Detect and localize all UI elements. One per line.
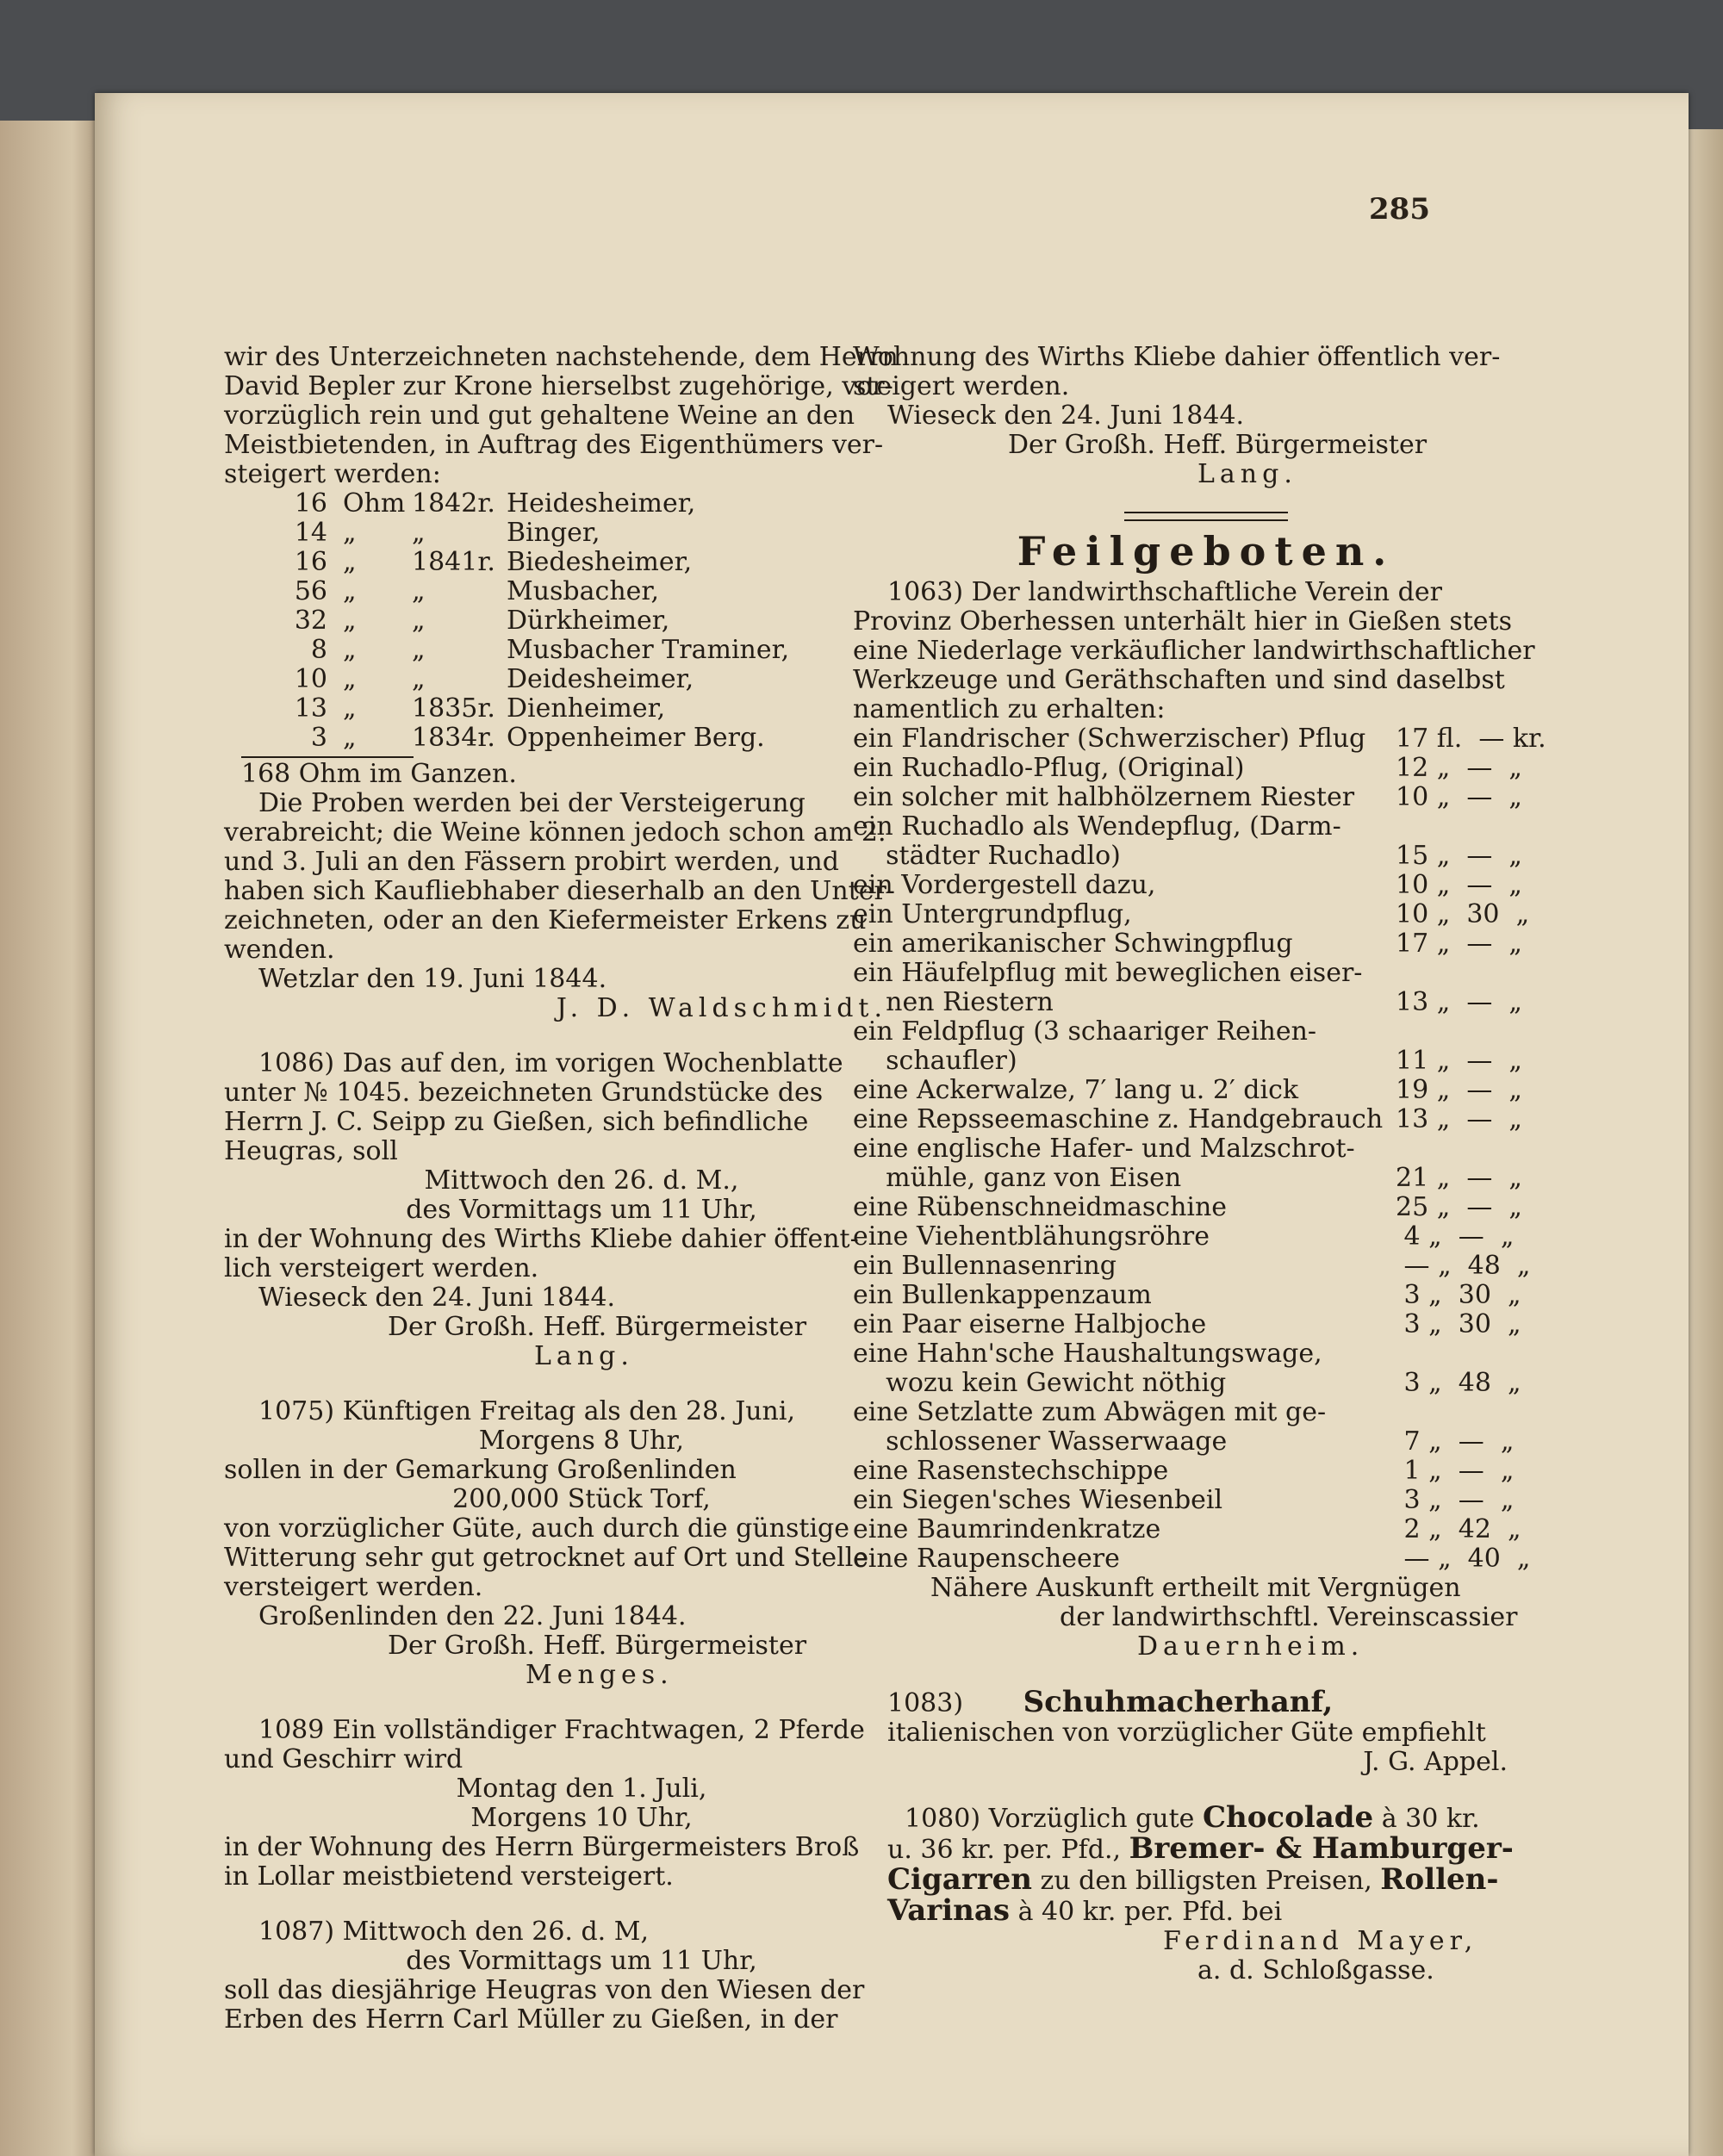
text-fragment: à 30 kr. [1381, 1804, 1480, 1834]
text-line: 1087) Mittwoch den 26. d. M, [258, 1917, 650, 1947]
wine-row [224, 489, 939, 519]
price-row [853, 1047, 1559, 1076]
wine-qty: 32 [294, 606, 327, 636]
wine-name: Deidesheimer, [507, 664, 694, 694]
text-line: 1086) Das auf den, im vorigen Wochenblatte [258, 1048, 843, 1078]
notice-1080 [853, 1800, 1559, 1985]
wine-name: Dienheimer, [507, 693, 666, 724]
wine-year: 1835r. [412, 693, 495, 724]
text-line: lich versteigert werden. [224, 1253, 539, 1283]
price-value: 19 „ — „ [1396, 1075, 1522, 1105]
price-row [853, 1164, 1559, 1193]
price-value: 4 „ — „ [1396, 1221, 1515, 1252]
wine-year: „ [412, 606, 426, 636]
info-line: Nähere Auskunft ertheilt mit Vergnügen [930, 1573, 1461, 1603]
office: der landwirthschftl. Vereinscassier [1060, 1602, 1518, 1632]
page-number: 285 [1369, 192, 1430, 227]
price-row [853, 1134, 1559, 1164]
price-item: ein Ruchadlo als Wendepflug, (Darm- [853, 811, 1341, 842]
signature: Menges. [526, 1660, 674, 1690]
product-varinas: Varinas [887, 1893, 1011, 1928]
text-line: Die Proben werden bei der Versteigerung [258, 788, 806, 818]
text-line: Provinz Oberhessen unterhält hier in Gießen stets [853, 606, 1512, 637]
text-fragment: zu den billigsten Preisen, [1040, 1866, 1372, 1896]
text-line: haben sich Kaufliebhaber dieserhalb an den Unter- [224, 876, 895, 906]
right-column [853, 343, 1559, 2011]
wine-qty: 56 [294, 576, 327, 606]
text-line: und 3. Juli an den Fässern probirt werden, und [224, 847, 839, 877]
price-item: eine Baumrindenkratze [853, 1514, 1161, 1544]
price-row [853, 1339, 1559, 1369]
price-value: 1 „ — „ [1396, 1456, 1515, 1486]
wine-unit: Ohm [343, 488, 406, 519]
wine-list [224, 489, 939, 753]
wine-unit: „ [343, 693, 357, 724]
price-value: 7 „ — „ [1396, 1426, 1515, 1457]
signature: J. D. Waldschmidt. [556, 993, 887, 1023]
text-line: in Lollar meistbietend versteigert. [224, 1861, 674, 1892]
notice-1063 [853, 578, 1559, 1662]
text-line: verabreicht; die Weine können jedoch schon am 2. [224, 817, 886, 848]
price-row [853, 988, 1559, 1017]
price-item: schlossener Wasserwaage [853, 1426, 1228, 1457]
wine-row [224, 519, 939, 548]
price-value [1396, 1398, 1559, 1427]
text-line: von vorzüglicher Güte, auch durch die günstige [224, 1513, 849, 1544]
wine-name: Binger, [507, 518, 600, 548]
wine-name: Heidesheimer, [507, 488, 696, 519]
signature: Lang. [1197, 459, 1297, 489]
text-line: David Bepler zur Krone hierselbst zugehörige, vor- [224, 371, 893, 401]
wine-year: 1842r. [412, 488, 495, 519]
price-value: 12 „ — „ [1396, 753, 1522, 783]
time-line: Morgens 8 Uhr, [478, 1426, 685, 1456]
wine-year: „ [412, 635, 426, 665]
price-value: 13 „ — „ [1396, 1104, 1522, 1134]
price-item: ein Bullennasenring [853, 1251, 1117, 1281]
price-row [853, 783, 1559, 812]
wine-year: „ [412, 518, 426, 548]
wine-row [224, 548, 939, 577]
text-line: 1063) Der landwirthschaftliche Verein der [887, 577, 1442, 607]
price-value: 25 „ — „ [1396, 1192, 1522, 1222]
price-value: 13 „ — „ [1396, 987, 1522, 1017]
price-row [853, 1544, 1559, 1574]
newspaper-page [95, 93, 1689, 2156]
amount-line: 200,000 Stück Torf, [452, 1484, 711, 1514]
price-row [853, 1281, 1559, 1310]
price-row [853, 1457, 1559, 1486]
wine-qty: 14 [294, 518, 327, 548]
wine-row [224, 636, 939, 665]
notice-1086 [224, 1049, 939, 1371]
price-value: 17 fl. — kr. [1396, 724, 1546, 754]
date-line: Montag den 1. Juli, [456, 1774, 707, 1804]
wine-unit: „ [343, 664, 357, 694]
price-value: 3 „ — „ [1396, 1485, 1515, 1515]
price-row [853, 929, 1559, 959]
signature: Ferdinand Mayer, [1163, 1926, 1478, 1956]
price-item: ein Paar eiserne Halbjoche [853, 1309, 1207, 1339]
price-row [853, 1427, 1559, 1457]
price-value: 3 „ 30 „ [1396, 1280, 1521, 1310]
price-item: städter Ruchadlo) [853, 841, 1121, 871]
product-cigarren: Cigarren [887, 1862, 1032, 1897]
text-fragment: 1080) Vorzüglich gute [905, 1804, 1195, 1834]
text-line: in der Wohnung des Wirths Kliebe dahier öffent- [224, 1224, 859, 1254]
price-row [853, 1252, 1559, 1281]
price-item: ein Ruchadlo-Pflug, (Original) [853, 753, 1245, 783]
text-line: Witterung sehr gut getrocknet auf Ort und Stelle [224, 1543, 869, 1573]
wine-year: 1834r. [412, 723, 495, 753]
price-item: ein solcher mit halbhölzernem Riester [853, 782, 1355, 812]
price-value: 10 „ — „ [1396, 782, 1522, 812]
price-item: eine englische Hafer- und Malzschrot- [853, 1134, 1355, 1164]
place-date: Wieseck den 24. Juni 1844. [887, 401, 1245, 431]
wine-auction-notice [224, 343, 939, 1023]
price-value: 2 „ 42 „ [1396, 1514, 1521, 1544]
wine-qty: 3 [310, 723, 327, 753]
text-line: unter № 1045. bezeichneten Grundstücke des [224, 1078, 824, 1108]
price-item: mühle, ganz von Eisen [853, 1163, 1182, 1193]
price-row [853, 842, 1559, 871]
time-line: des Vormittags um 11 Uhr, [406, 1195, 757, 1225]
price-row [853, 871, 1559, 900]
price-item: wozu kein Gewicht nöthig [853, 1368, 1227, 1398]
price-value [1396, 959, 1559, 988]
text-line: in der Wohnung des Herrn Bürgermeisters Broß [224, 1832, 860, 1862]
section-separator [1124, 512, 1288, 521]
price-item: eine Rübenschneidmaschine [853, 1192, 1228, 1222]
notice-number: 1083) [887, 1688, 964, 1718]
price-value [1396, 1339, 1559, 1369]
price-value: — „ 48 „ [1396, 1251, 1531, 1281]
price-row [853, 1486, 1559, 1515]
price-item: eine Raupenscheere [853, 1544, 1120, 1574]
wine-unit: „ [343, 576, 357, 606]
text-line: und Geschirr wird [224, 1744, 463, 1774]
section-heading: Feilgeboten. [1017, 528, 1396, 575]
text-fragment: u. 36 kr. per. Pfd., [887, 1835, 1122, 1865]
product-rollen: Rollen- [1380, 1862, 1499, 1897]
wine-qty: 8 [310, 635, 327, 665]
advert-heading: Schuhmacherhanf, [1023, 1685, 1334, 1719]
price-value: 10 „ — „ [1396, 870, 1522, 900]
left-column [224, 343, 939, 2060]
price-value: — „ 40 „ [1396, 1544, 1531, 1574]
price-value [1396, 1134, 1559, 1164]
text-line: italienischen von vorzüglicher Güte empfiehlt [887, 1718, 1486, 1748]
place-date: Wetzlar den 19. Juni 1844. [258, 964, 607, 994]
text-line: steigert werden: [224, 459, 441, 489]
sum-rule [241, 756, 414, 758]
price-value: 15 „ — „ [1396, 841, 1522, 871]
text-line: versteigert werden. [224, 1572, 483, 1602]
price-row [853, 1310, 1559, 1339]
place-date: Wieseck den 24. Juni 1844. [258, 1283, 616, 1313]
price-list [853, 724, 1559, 1574]
wine-name: Dürkheimer, [507, 606, 670, 636]
signature-address: a. d. Schloßgasse. [1197, 1955, 1434, 1985]
notice-1087-continued [853, 343, 1559, 489]
price-row [853, 754, 1559, 783]
price-row [853, 1076, 1559, 1105]
price-value [1396, 812, 1559, 842]
wine-unit: „ [343, 635, 357, 665]
wine-row [224, 577, 939, 606]
price-item: ein Bullenkappenzaum [853, 1280, 1152, 1310]
price-item: eine Setzlatte zum Abwägen mit ge- [853, 1397, 1327, 1427]
text-line: Werkzeuge und Geräthschaften und sind daselbst [853, 665, 1505, 695]
text-line: eine Niederlage verkäuflicher landwirthschaftlicher [853, 636, 1535, 666]
text-line: Wohnung des Wirths Kliebe dahier öffentlich ver- [853, 342, 1501, 372]
price-row [853, 1398, 1559, 1427]
price-value: 3 „ 30 „ [1396, 1309, 1521, 1339]
wine-qty: 16 [294, 547, 327, 577]
text-line: sollen in der Gemarkung Großenlinden [224, 1455, 737, 1485]
price-item: ein amerikanischer Schwingpflug [853, 929, 1293, 959]
price-row [853, 812, 1559, 842]
text-line: 1089 Ein vollständiger Frachtwagen, 2 Pferde [258, 1715, 865, 1745]
price-item: ein Feldpflug (3 schaariger Reihen- [853, 1016, 1317, 1047]
price-row [853, 724, 1559, 754]
price-row [853, 1369, 1559, 1398]
price-row [853, 1222, 1559, 1252]
price-item: ein Häufelpflug mit beweglichen eiser- [853, 958, 1363, 988]
price-item: eine Hahn'sche Haushaltungswage, [853, 1339, 1322, 1369]
wine-unit: „ [343, 547, 357, 577]
price-row [853, 959, 1559, 988]
text-line: Herrn J. C. Seipp zu Gießen, sich befindliche [224, 1107, 809, 1137]
notice-1089 [224, 1716, 939, 1892]
price-item: ein Siegen'sches Wiesenbeil [853, 1485, 1223, 1515]
price-row [853, 1105, 1559, 1134]
signature: Lang. [534, 1341, 634, 1371]
wine-total: 168 Ohm im Ganzen. [241, 759, 517, 789]
wine-year: „ [412, 664, 426, 694]
price-item: ein Vordergestell dazu, [853, 870, 1156, 900]
time-line: Morgens 10 Uhr, [470, 1803, 693, 1833]
price-value: 11 „ — „ [1396, 1046, 1522, 1076]
text-line: namentlich zu erhalten: [853, 694, 1166, 724]
price-item: nen Riestern [853, 987, 1054, 1017]
wine-name: Musbacher, [507, 576, 659, 606]
price-value: 21 „ — „ [1396, 1163, 1522, 1193]
wine-unit: „ [343, 606, 357, 636]
text-line: steigert werden. [853, 371, 1070, 401]
price-value: 10 „ 30 „ [1396, 899, 1530, 929]
text-line: Meistbietenden, in Auftrag des Eigenthümers ver- [224, 430, 884, 460]
wine-name: Oppenheimer Berg. [507, 723, 765, 753]
wine-qty: 16 [294, 488, 327, 519]
wine-unit: „ [343, 518, 357, 548]
text-line: soll das diesjährige Heugras von den Wiesen der [224, 1975, 865, 2005]
wine-unit: „ [343, 723, 357, 753]
notice-1083 [853, 1687, 1559, 1777]
notice-1087 [224, 1917, 939, 2035]
price-item: ein Untergrundpflug, [853, 899, 1132, 929]
signature: J. G. Appel. [1363, 1747, 1508, 1777]
date-line: Mittwoch den 26. d. M., [424, 1165, 739, 1196]
notice-1075 [224, 1397, 939, 1690]
price-item: eine Rasenstechschippe [853, 1456, 1169, 1486]
office: Der Großh. Heff. Bürgermeister [388, 1631, 807, 1661]
price-item: eine Viehentblähungsröhre [853, 1221, 1210, 1252]
text-line: wenden. [224, 935, 335, 965]
wine-row [224, 694, 939, 724]
wine-name: Musbacher Traminer, [507, 635, 790, 665]
price-item: schaufler) [853, 1046, 1017, 1076]
product-cigars: Bremer- & Hamburger- [1129, 1831, 1514, 1866]
wine-row [224, 665, 939, 694]
text-line: Erben des Herrn Carl Müller zu Gießen, in der [224, 2004, 838, 2035]
price-item: eine Ackerwalze, 7′ lang u. 2′ dick [853, 1075, 1299, 1105]
price-item: eine Repsseemaschine z. Handgebrauch [853, 1104, 1384, 1134]
wine-year: „ [412, 576, 426, 606]
wine-row [224, 724, 939, 753]
price-value [1396, 1017, 1559, 1047]
text-line: wir des Unterzeichneten nachstehende, dem Herrn [224, 342, 899, 372]
price-value: 17 „ — „ [1396, 929, 1522, 959]
price-row [853, 1515, 1559, 1544]
text-line: 1075) Künftigen Freitag als den 28. Juni, [258, 1396, 796, 1426]
price-row [853, 1017, 1559, 1047]
wine-qty: 10 [294, 664, 327, 694]
signature: Dauernheim. [1137, 1631, 1365, 1662]
wine-name: Biedesheimer, [507, 547, 693, 577]
wine-year: 1841r. [412, 547, 495, 577]
wine-row [224, 606, 939, 636]
text-fragment: à 40 kr. per. Pfd. bei [1017, 1897, 1283, 1927]
product-chocolade: Chocolade [1202, 1800, 1374, 1835]
price-row [853, 1193, 1559, 1222]
price-item: ein Flandrischer (Schwerzischer) Pflug [853, 724, 1366, 754]
price-value: 3 „ 48 „ [1396, 1368, 1521, 1398]
text-line: vorzüglich rein und gut gehaltene Weine an den [224, 401, 855, 431]
wine-qty: 13 [294, 693, 327, 724]
text-line: Heugras, soll [224, 1136, 398, 1166]
text-line: zeichneten, oder an den Kiefermeister Erkens zu [224, 905, 867, 935]
office: Der Großh. Heff. Bürgermeister [1008, 430, 1428, 460]
price-row [853, 900, 1559, 929]
office: Der Großh. Heff. Bürgermeister [388, 1312, 807, 1342]
time-line: des Vormittags um 11 Uhr, [406, 1946, 757, 1976]
place-date: Großenlinden den 22. Juni 1844. [258, 1601, 687, 1631]
adjacent-left-page [0, 121, 103, 2156]
